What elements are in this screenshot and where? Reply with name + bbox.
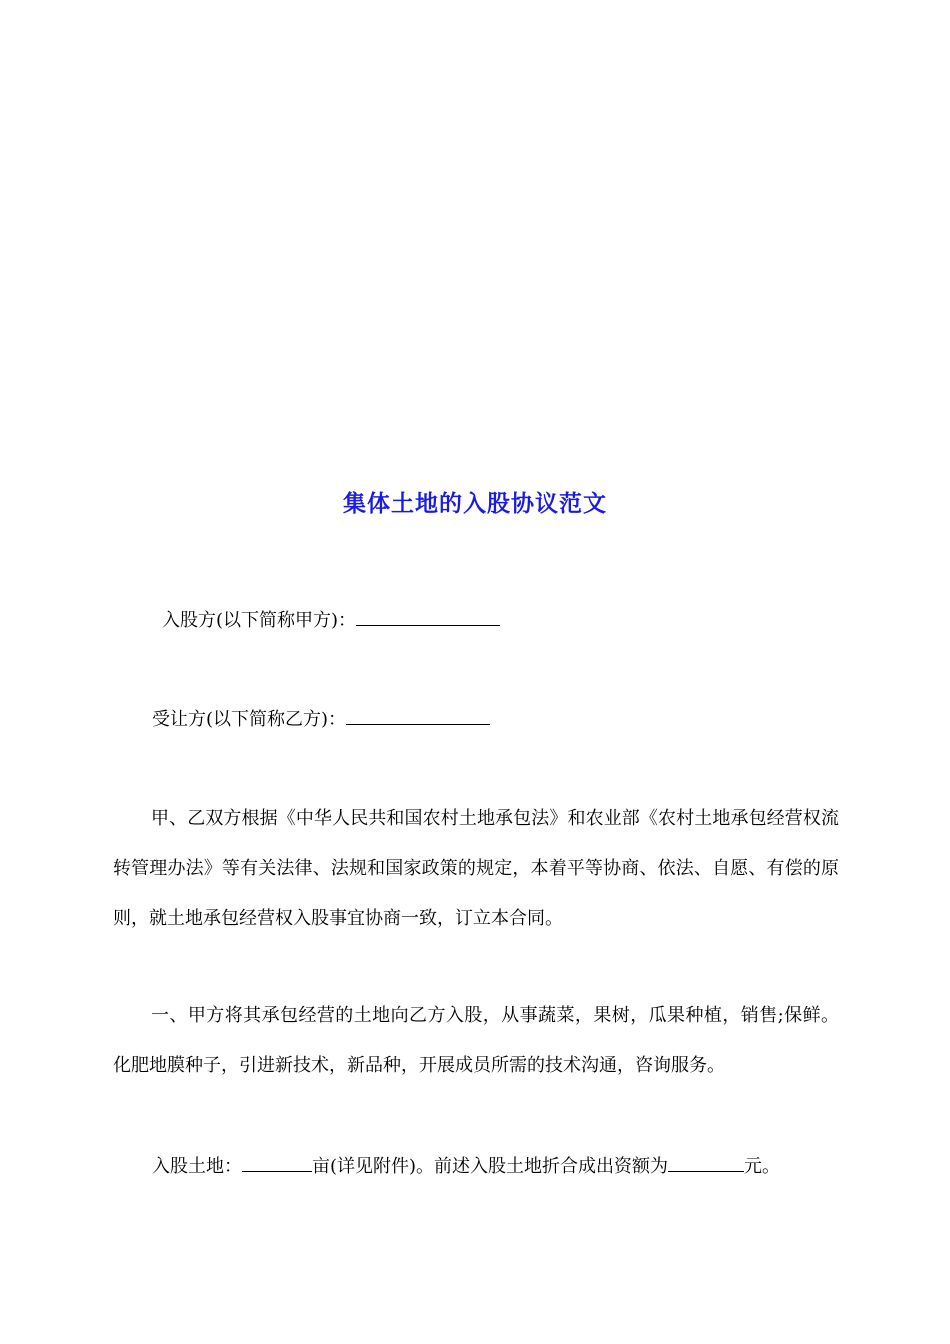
amount-unit-text: 元。: [744, 1156, 781, 1177]
party-a-label: 入股方(以下简称甲方)：: [162, 610, 357, 631]
land-area-blank: [242, 1155, 312, 1172]
clause-1-paragraph: 一、甲方将其承包经营的土地向乙方入股，从事蔬菜，果树，瓜果种植，销售;保鲜。化肥地膜种子，引进新技术，新品种，开展成员所需的技术沟通，咨询服务。: [113, 1005, 839, 1076]
land-label: 入股土地：: [152, 1156, 242, 1177]
party-a-line: [162, 609, 500, 633]
land-line: [152, 1155, 780, 1179]
amount-blank: [668, 1155, 744, 1172]
land-unit-text: 亩(详见附件)。前述入股土地折合成出资额为: [312, 1156, 669, 1177]
party-b-blank: [346, 708, 490, 725]
preamble-paragraph: 甲、乙双方根据《中华人民共和国农村土地承包法》和农业部《农村土地承包经营权流转管理办法》等有关法律、法规和国家政策的规定，本着平等协商、依法、自愿、有偿的原则，就土地承包经营权入股事宜协商一致，订立本合同。: [113, 808, 839, 929]
document-title: 集体土地的入股协议范文: [343, 490, 607, 517]
party-a-blank: [356, 609, 500, 626]
party-b-line: [152, 708, 490, 732]
party-b-label: 受让方(以下简称乙方)：: [152, 709, 347, 730]
